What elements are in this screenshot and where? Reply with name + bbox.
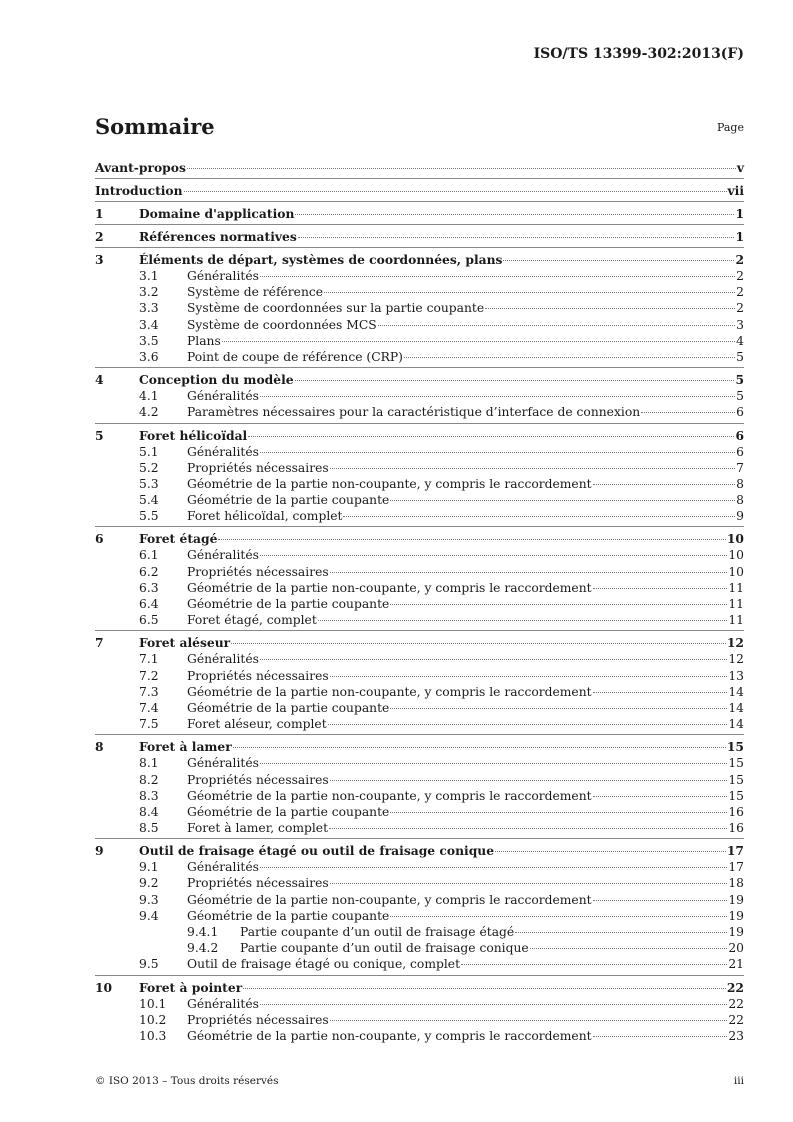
toc-entry[interactable] xyxy=(95,634,744,651)
toc-entry-page: 6 xyxy=(736,444,744,459)
toc-entry[interactable] xyxy=(95,404,744,420)
toc-leader-dots xyxy=(231,643,726,644)
toc-leader-dots xyxy=(184,191,727,192)
toc-entry-label: Généralités xyxy=(187,444,259,459)
toc-leader-dots xyxy=(530,948,728,949)
toc-entry-page: 6 xyxy=(735,427,744,443)
toc-leader-dots xyxy=(260,452,735,453)
toc-entry-number: 1 xyxy=(95,206,104,221)
toc-entry[interactable] xyxy=(95,530,744,547)
toc-section xyxy=(95,156,744,179)
toc-entry-number: 9.2 xyxy=(139,876,159,891)
toc-leader-dots xyxy=(222,341,735,342)
toc-entry[interactable] xyxy=(95,333,744,349)
toc-entry-page: 13 xyxy=(728,668,744,683)
toc-leader-dots xyxy=(390,708,727,709)
toc-entry-number: 9.3 xyxy=(139,892,159,907)
toc-entry-label: Propriétés nécessaires xyxy=(187,460,329,475)
toc-entry-number: 10.3 xyxy=(139,1028,167,1043)
toc-entry-label: Système de référence xyxy=(187,285,324,300)
toc-entry-label: Géométrie de la partie non-coupante, y compris le raccordement xyxy=(187,1028,592,1043)
toc-entry-label: Introduction xyxy=(95,183,183,198)
toc-entry-number: 6 xyxy=(95,531,104,547)
toc-entry[interactable] xyxy=(95,564,744,580)
toc-entry-label: Foret étagé, complet xyxy=(187,613,317,628)
toc-entry-number: 3.4 xyxy=(139,317,159,332)
toc-entry-page: 18 xyxy=(728,876,744,891)
toc-leader-dots xyxy=(260,396,735,397)
toc-entry-number: 7.2 xyxy=(139,668,159,683)
toc-entry-number: 3 xyxy=(95,252,104,267)
toc-leader-dots xyxy=(343,516,735,517)
toc-leader-dots xyxy=(390,500,735,501)
toc-leader-dots xyxy=(298,237,735,238)
toc-leader-dots xyxy=(404,357,735,358)
toc-entry-label: Propriétés nécessaires xyxy=(187,564,329,579)
toc-entry-number: 9.4 xyxy=(139,908,159,923)
toc-entry-number: 5.5 xyxy=(139,509,159,524)
toc-entry-page: 16 xyxy=(728,821,744,836)
toc-section xyxy=(95,225,744,248)
toc-leader-dots xyxy=(260,555,727,556)
toc-entry-page: 4 xyxy=(736,333,744,348)
toc-entry[interactable] xyxy=(95,371,744,388)
toc-entry-page: 5 xyxy=(735,372,744,388)
toc-section xyxy=(95,735,744,839)
toc-entry-label: Généralités xyxy=(187,389,259,404)
toc-section xyxy=(95,368,744,423)
toc-entry-number: 6.4 xyxy=(139,597,159,611)
toc-leader-dots xyxy=(295,214,734,215)
toc-entry-label: Géométrie de la partie non-coupante, y compris le raccordement xyxy=(187,788,592,803)
toc-entry-label: Outil de fraisage étagé ou conique, complet xyxy=(187,957,461,972)
toc-leader-dots xyxy=(515,932,727,933)
toc-entry[interactable] xyxy=(95,492,744,508)
toc-entry-label: Éléments de départ, systèmes de coordonnées, plans xyxy=(139,252,503,267)
toc-entry-page: 14 xyxy=(728,700,744,715)
toc-entry-page: 15 xyxy=(728,772,744,787)
toc-entry-page: 19 xyxy=(728,908,744,923)
toc-entry[interactable] xyxy=(95,205,744,222)
toc-leader-dots xyxy=(593,900,728,901)
toc-entry-label: Propriétés nécessaires xyxy=(187,1012,329,1027)
toc-entry-number: 9.4.1 xyxy=(187,925,219,939)
toc-leader-dots xyxy=(330,883,728,884)
toc-entry[interactable] xyxy=(95,996,744,1012)
toc-leader-dots xyxy=(495,851,726,852)
toc-entry-label: Géométrie de la partie non-coupante, y compris le raccordement xyxy=(187,892,592,907)
toc-entry-label: Partie coupante d’un outil de fraisage étagé xyxy=(240,925,515,939)
toc-entry-label: Généralités xyxy=(187,996,259,1011)
toc-entry-page: 7 xyxy=(736,460,744,475)
toc-entry-page: 11 xyxy=(728,597,744,611)
toc-leader-dots xyxy=(593,484,736,485)
toc-leader-dots xyxy=(593,588,728,589)
toc-entry-label: Plans xyxy=(187,333,221,348)
toc-entry[interactable] xyxy=(95,228,744,245)
toc-entry-label: Généralités xyxy=(187,860,259,875)
toc-entry-label: Avant-propos xyxy=(95,160,186,175)
toc-entry[interactable] xyxy=(95,182,744,199)
toc-entry-number: 7.5 xyxy=(139,717,159,732)
toc-entry[interactable] xyxy=(95,612,744,628)
toc-entry-label: Généralités xyxy=(187,652,259,667)
toc-entry-label: Propriétés nécessaires xyxy=(187,668,329,683)
toc-entry[interactable] xyxy=(95,940,744,956)
toc-entry[interactable] xyxy=(95,788,744,804)
toc-entry-label: Généralités xyxy=(187,756,259,771)
toc-entry[interactable] xyxy=(95,349,744,365)
toc-entry[interactable] xyxy=(95,300,744,316)
toc-entry-label: Système de coordonnées sur la partie coupante xyxy=(187,301,485,316)
toc-entry-number: 5.4 xyxy=(139,493,159,508)
toc-entry[interactable] xyxy=(95,892,744,908)
toc-entry-label: Foret étagé xyxy=(139,531,218,547)
toc-leader-dots xyxy=(295,380,735,381)
toc-entry-page: 12 xyxy=(728,652,744,667)
toc-section xyxy=(95,839,744,975)
toc-entry[interactable] xyxy=(95,842,744,859)
toc-entry-number: 8.3 xyxy=(139,788,159,803)
toc-entry[interactable] xyxy=(95,444,744,460)
toc-entry-number: 3.5 xyxy=(139,333,159,348)
toc-entry[interactable] xyxy=(95,268,744,284)
toc-entry-number: 5.3 xyxy=(139,476,159,491)
toc-entry-label: Partie coupante d’un outil de fraisage conique xyxy=(240,941,529,956)
toc-section xyxy=(95,631,744,735)
toc-entry[interactable] xyxy=(95,908,744,924)
toc-entry[interactable] xyxy=(95,1012,744,1028)
toc-entry-page: 22 xyxy=(728,1012,744,1027)
toc-leader-dots xyxy=(390,812,727,813)
toc-entry-page: 22 xyxy=(726,979,744,995)
toc-entry-number: 4 xyxy=(95,372,104,388)
toc-leader-dots xyxy=(330,468,736,469)
toc-entry-number: 2 xyxy=(95,229,104,244)
toc-leader-dots xyxy=(378,325,735,326)
toc-entry[interactable] xyxy=(95,651,744,667)
toc-entry[interactable] xyxy=(95,251,744,268)
toc-entry-label: Paramètres nécessaires pour la caractéristique d’interface de connexion xyxy=(187,405,641,420)
toc-entry-number: 8 xyxy=(95,739,104,755)
toc-leader-dots xyxy=(260,659,727,660)
toc-entry[interactable] xyxy=(95,738,744,755)
toc-entry-label: Foret aléseur xyxy=(139,635,231,651)
toc-entry[interactable] xyxy=(95,772,744,788)
toc-section xyxy=(95,202,744,225)
toc-entry-number: 9.5 xyxy=(139,957,159,972)
footer-copyright: © ISO 2013 – Tous droits réservés xyxy=(95,1075,279,1087)
toc-entry-number: 6.1 xyxy=(139,548,159,563)
toc-entry-page: 1 xyxy=(735,229,744,244)
toc-entry-number: 3.6 xyxy=(139,349,159,364)
toc-entry-number: 10.1 xyxy=(139,996,167,1011)
toc-entry[interactable] xyxy=(95,755,744,771)
toc-leader-dots xyxy=(330,780,728,781)
toc-entry-page: 6 xyxy=(736,405,744,420)
toc-entry-number: 7.3 xyxy=(139,684,159,699)
toc-entry-page: v xyxy=(736,160,744,175)
toc-entry-number: 10 xyxy=(95,979,113,995)
toc-entry-page: 8 xyxy=(736,476,744,491)
toc-leader-dots xyxy=(461,964,727,965)
toc-entry-page: 10 xyxy=(728,564,744,579)
toc-entry-page: vii xyxy=(727,183,744,198)
toc-entry-number: 6.3 xyxy=(139,580,159,595)
toc-entry-page: 12 xyxy=(726,635,744,651)
toc-entry[interactable] xyxy=(95,979,744,996)
toc-entry-label: Généralités xyxy=(187,548,259,563)
toc-entry-label: Foret à pointer xyxy=(139,979,243,995)
toc-entry-number: 9.1 xyxy=(139,860,159,875)
toc-entry-page: 2 xyxy=(735,252,744,267)
toc-section xyxy=(95,179,744,202)
toc-entry-label: Système de coordonnées MCS xyxy=(187,317,377,332)
toc-entry-label: Géométrie de la partie coupante xyxy=(187,597,390,611)
table-of-contents xyxy=(95,156,744,1046)
toc-entry-page: 11 xyxy=(728,580,744,595)
toc-entry-page: 19 xyxy=(728,925,744,939)
toc-entry-number: 9 xyxy=(95,843,104,859)
toc-entry-label: Géométrie de la partie coupante xyxy=(187,804,390,819)
toc-entry-page: 15 xyxy=(726,739,744,755)
toc-entry-number: 8.1 xyxy=(139,756,159,771)
toc-leader-dots xyxy=(330,1020,728,1021)
toc-entry-page: 20 xyxy=(728,941,744,956)
toc-leader-dots xyxy=(390,604,727,605)
toc-entry-page: 8 xyxy=(736,493,744,508)
toc-section xyxy=(95,527,744,631)
toc-entry-page: 17 xyxy=(726,843,744,859)
toc-entry-page: 14 xyxy=(728,717,744,732)
toc-entry-number: 5.2 xyxy=(139,460,159,475)
toc-entry-number: 8.5 xyxy=(139,821,159,836)
footer-page-number: iii xyxy=(733,1075,744,1087)
toc-entry-page: 23 xyxy=(728,1028,744,1043)
toc-entry-page: 2 xyxy=(736,301,744,316)
toc-entry-number: 7.4 xyxy=(139,700,159,715)
toc-entry-number: 8.2 xyxy=(139,772,159,787)
toc-entry-page: 3 xyxy=(736,317,744,332)
toc-entry[interactable] xyxy=(95,716,744,732)
toc-entry-label: Foret hélicoïdal, complet xyxy=(187,509,343,524)
toc-leader-dots xyxy=(260,1004,727,1005)
toc-entry-label: Conception du modèle xyxy=(139,372,294,388)
toc-entry-label: Généralités xyxy=(187,269,259,283)
toc-entry-page: 21 xyxy=(728,957,744,972)
page-title: Sommaire xyxy=(95,114,215,139)
toc-entry[interactable] xyxy=(95,820,744,836)
toc-entry[interactable] xyxy=(95,580,744,596)
toc-entry[interactable] xyxy=(95,684,744,700)
toc-leader-dots xyxy=(248,436,734,437)
toc-entry[interactable] xyxy=(95,875,744,891)
toc-entry-page: 10 xyxy=(728,548,744,563)
toc-section xyxy=(95,976,744,1047)
toc-leader-dots xyxy=(243,988,726,989)
toc-entry[interactable] xyxy=(95,924,744,940)
toc-leader-dots xyxy=(593,796,728,797)
toc-entry-number: 9.4.2 xyxy=(187,941,219,956)
toc-entry-number: 4.1 xyxy=(139,389,159,404)
toc-leader-dots xyxy=(187,168,736,169)
toc-entry-label: Géométrie de la partie non-coupante, y compris le raccordement xyxy=(187,476,592,491)
document-reference: ISO/TS 13399-302:2013(F) xyxy=(533,46,744,62)
toc-entry-number: 3.2 xyxy=(139,285,159,300)
toc-entry-page: 2 xyxy=(736,269,744,283)
toc-leader-dots xyxy=(233,747,726,748)
toc-entry[interactable] xyxy=(95,804,744,820)
toc-leader-dots xyxy=(390,916,727,917)
toc-leader-dots xyxy=(503,260,734,261)
toc-leader-dots xyxy=(593,1036,728,1037)
toc-entry[interactable] xyxy=(95,859,744,875)
toc-entry[interactable] xyxy=(95,427,744,444)
toc-entry-label: Géométrie de la partie non-coupante, y compris le raccordement xyxy=(187,684,592,699)
toc-leader-dots xyxy=(329,828,727,829)
toc-entry-label: Outil de fraisage étagé ou outil de fraisage conique xyxy=(139,843,495,859)
toc-entry[interactable] xyxy=(95,159,744,176)
toc-section xyxy=(95,248,744,368)
page-column-label: Page xyxy=(716,121,744,134)
toc-leader-dots xyxy=(260,763,727,764)
toc-entry-page: 14 xyxy=(728,684,744,699)
toc-entry[interactable] xyxy=(95,668,744,684)
toc-leader-dots xyxy=(330,676,728,677)
toc-entry-number: 5.1 xyxy=(139,444,159,459)
toc-leader-dots xyxy=(324,292,735,293)
toc-leader-dots xyxy=(260,867,727,868)
toc-entry-label: Foret à lamer, complet xyxy=(187,821,329,836)
toc-entry-number: 10.2 xyxy=(139,1012,167,1027)
toc-entry-page: 17 xyxy=(728,860,744,875)
toc-entry-label: Propriétés nécessaires xyxy=(187,772,329,787)
toc-entry[interactable] xyxy=(95,476,744,492)
toc-entry-label: Propriétés nécessaires xyxy=(187,876,329,891)
toc-entry-number: 7.1 xyxy=(139,652,159,667)
toc-entry-page: 9 xyxy=(736,509,744,524)
toc-leader-dots xyxy=(330,572,728,573)
toc-entry[interactable] xyxy=(95,547,744,563)
toc-entry[interactable] xyxy=(95,1028,744,1044)
toc-leader-dots xyxy=(485,308,735,309)
toc-entry-label: Foret aléseur, complet xyxy=(187,717,327,732)
toc-entry-number: 8.4 xyxy=(139,804,159,819)
toc-entry[interactable] xyxy=(95,317,744,333)
toc-entry-number: 4.2 xyxy=(139,405,159,420)
toc-entry-label: Domaine d'application xyxy=(139,206,295,221)
toc-entry[interactable] xyxy=(95,284,744,300)
toc-leader-dots xyxy=(328,724,728,725)
toc-entry-label: Foret à lamer xyxy=(139,739,232,755)
toc-leader-dots xyxy=(260,276,735,277)
toc-entry-number: 7 xyxy=(95,635,104,651)
toc-entry-page: 22 xyxy=(728,996,744,1011)
toc-entry[interactable] xyxy=(95,596,744,612)
toc-leader-dots xyxy=(593,692,728,693)
toc-entry[interactable] xyxy=(95,700,744,716)
toc-section xyxy=(95,424,744,528)
toc-entry-page: 1 xyxy=(735,206,744,221)
toc-entry-page: 5 xyxy=(736,389,744,404)
toc-leader-dots xyxy=(218,539,725,540)
toc-entry-label: Géométrie de la partie non-coupante, y compris le raccordement xyxy=(187,580,592,595)
toc-entry-page: 19 xyxy=(728,892,744,907)
toc-leader-dots xyxy=(641,412,735,413)
toc-entry[interactable] xyxy=(95,460,744,476)
toc-entry-page: 11 xyxy=(728,613,744,628)
toc-entry-page: 16 xyxy=(728,804,744,819)
toc-entry-label: Géométrie de la partie coupante xyxy=(187,700,390,715)
toc-entry-page: 5 xyxy=(736,349,744,364)
toc-leader-dots xyxy=(318,620,728,621)
toc-entry-number: 6.5 xyxy=(139,613,159,628)
toc-entry-page: 15 xyxy=(728,788,744,803)
toc-entry-label: Références normatives xyxy=(139,229,297,244)
toc-entry-page: 10 xyxy=(726,531,744,547)
toc-entry-page: 15 xyxy=(728,756,744,771)
toc-entry-label: Géométrie de la partie coupante xyxy=(187,493,390,508)
toc-entry-label: Point de coupe de référence (CRP) xyxy=(187,349,403,364)
toc-entry-label: Foret hélicoïdal xyxy=(139,427,248,443)
toc-entry-page: 2 xyxy=(736,285,744,300)
toc-entry-number: 6.2 xyxy=(139,564,159,579)
toc-entry[interactable] xyxy=(95,388,744,404)
toc-entry-label: Géométrie de la partie coupante xyxy=(187,908,390,923)
toc-entry[interactable] xyxy=(95,956,744,972)
toc-entry-number: 3.1 xyxy=(139,269,159,283)
toc-entry-number: 5 xyxy=(95,427,104,443)
toc-entry-number: 3.3 xyxy=(139,301,159,316)
toc-entry[interactable] xyxy=(95,508,744,524)
